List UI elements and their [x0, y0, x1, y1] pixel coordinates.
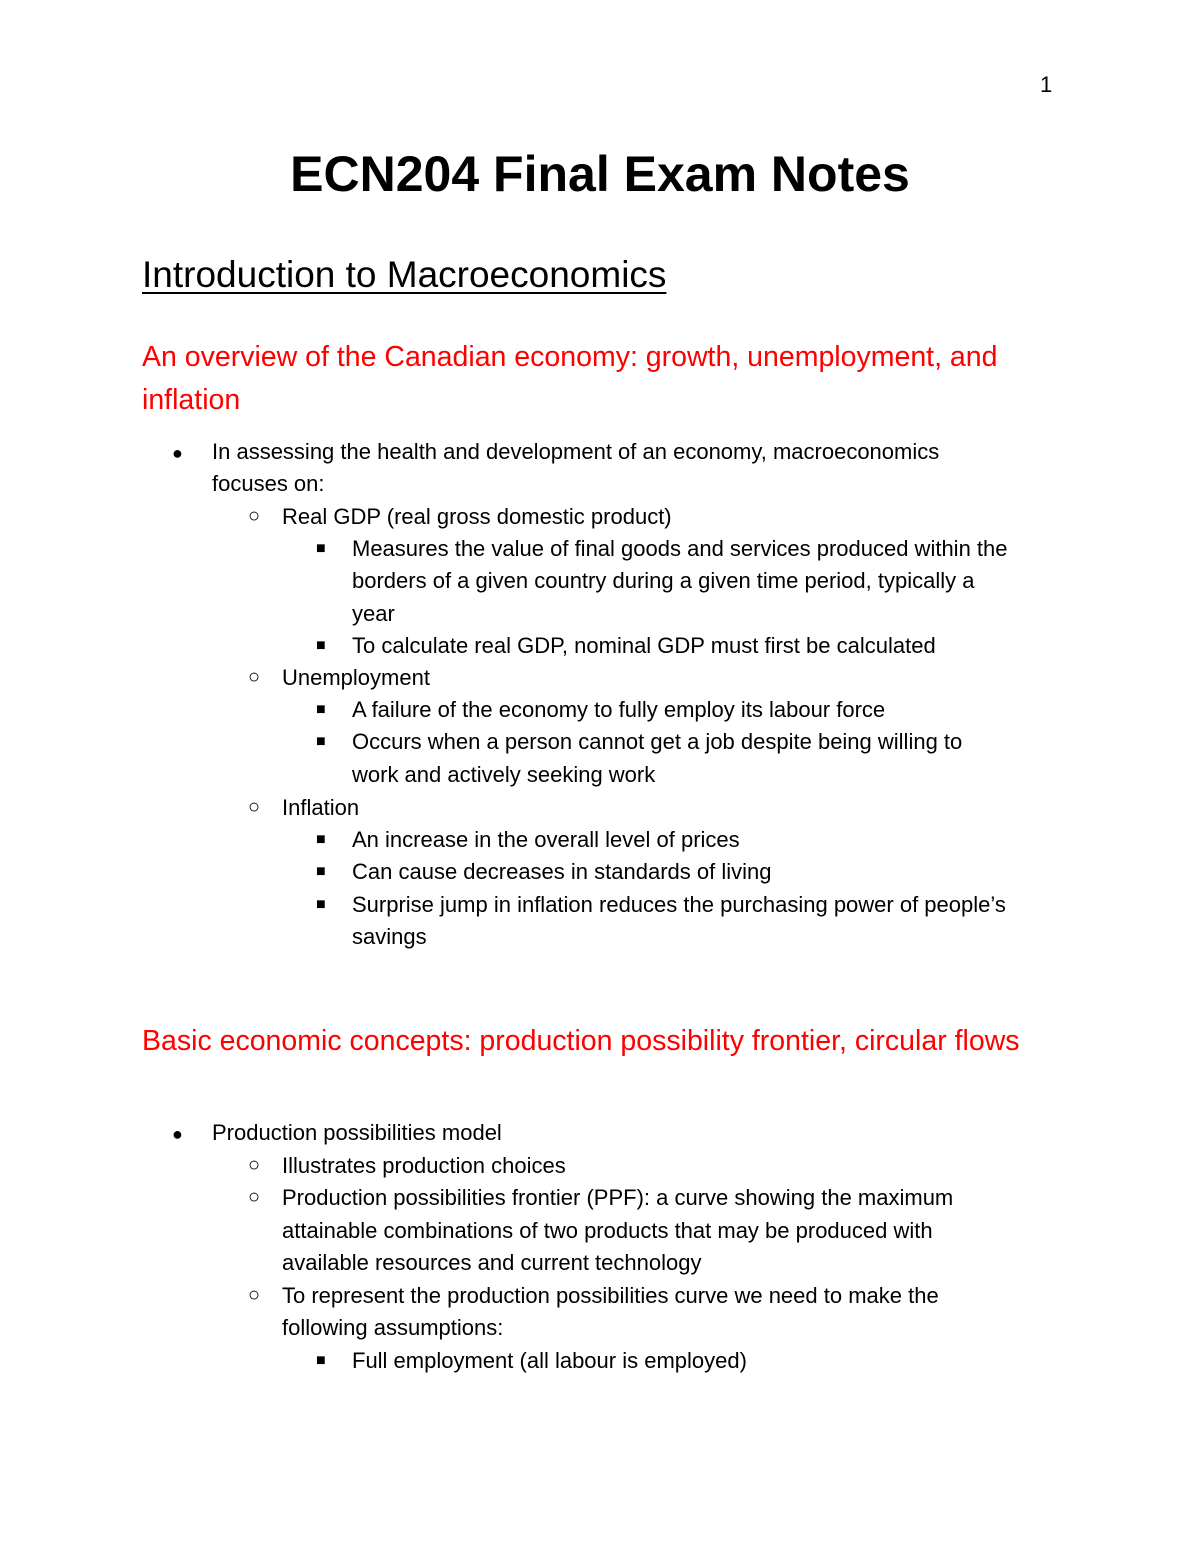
square-bullet: ■ [316, 733, 326, 750]
list-item-text: borders of a given country during a given time period, typically a [352, 568, 975, 593]
list-item-text: year [352, 601, 395, 626]
circle-bullet: ○ [248, 1154, 261, 1176]
square-bullet: ■ [316, 831, 326, 848]
circle-bullet: ○ [248, 1284, 261, 1306]
list-item-text: To calculate real GDP, nominal GDP must first be calculated [352, 633, 936, 658]
disc-bullet: ● [172, 1124, 183, 1144]
document-title: ECN204 Final Exam Notes [290, 146, 910, 202]
circle-bullet: ○ [248, 796, 261, 818]
list-item-text: following assumptions: [282, 1315, 504, 1340]
page-number: 1 [1040, 72, 1053, 97]
list-item-text: Production possibilities frontier (PPF): a curve showing the maximum [282, 1185, 954, 1210]
list-item-text: Real GDP (real gross domestic product) [282, 504, 672, 529]
list-item-text: Illustrates production choices [282, 1153, 566, 1178]
list-item-text: Unemployment [282, 665, 430, 690]
square-bullet: ■ [316, 637, 326, 654]
subsection-heading-canadian-economy: An overview of the Canadian economy: growth, unemployment, and inflation [142, 341, 998, 416]
square-bullet: ■ [316, 863, 326, 880]
list-item-text: Can cause decreases in standards of living [352, 859, 772, 884]
list-item-text: Occurs when a person cannot get a job despite being willing to [352, 729, 963, 754]
list-item-text: Surprise jump in inflation reduces the purchasing power of people’s [352, 892, 1006, 917]
list-item-text: Inflation [282, 795, 360, 820]
list-item-text: savings [352, 924, 427, 949]
list-item-text: An increase in the overall level of prices [352, 827, 740, 852]
circle-bullet: ○ [248, 1186, 261, 1208]
list-item-text: attainable combinations of two products that may be produced with [282, 1218, 933, 1243]
list-item-text: Measures the value of final goods and services produced within the [352, 536, 1008, 561]
disc-bullet: ● [172, 443, 183, 463]
list-item-text: A failure of the economy to fully employ its labour force [352, 697, 886, 722]
circle-bullet: ○ [248, 505, 261, 527]
list-item-text: focuses on: [212, 471, 325, 496]
list-item-text: available resources and current technology [282, 1250, 702, 1275]
circle-bullet: ○ [248, 666, 261, 688]
list-item-text: To represent the production possibilities curve we need to make the [282, 1283, 939, 1308]
square-bullet: ■ [316, 1352, 326, 1369]
list-item-text: In assessing the health and development of an economy, macroeconomics [212, 439, 940, 464]
square-bullet: ■ [316, 701, 326, 718]
list-item-text: work and actively seeking work [352, 762, 656, 787]
section-heading-intro-macroeconomics: Introduction to Macroeconomics [142, 254, 667, 295]
subsection-heading-basic-concepts: Basic economic concepts: production possibility frontier, circular flows [142, 1025, 1020, 1057]
square-bullet: ■ [316, 896, 326, 913]
square-bullet: ■ [316, 540, 326, 557]
list-item-text: Full employment (all labour is employed) [352, 1348, 747, 1373]
list-item-text: Production possibilities model [212, 1120, 502, 1145]
